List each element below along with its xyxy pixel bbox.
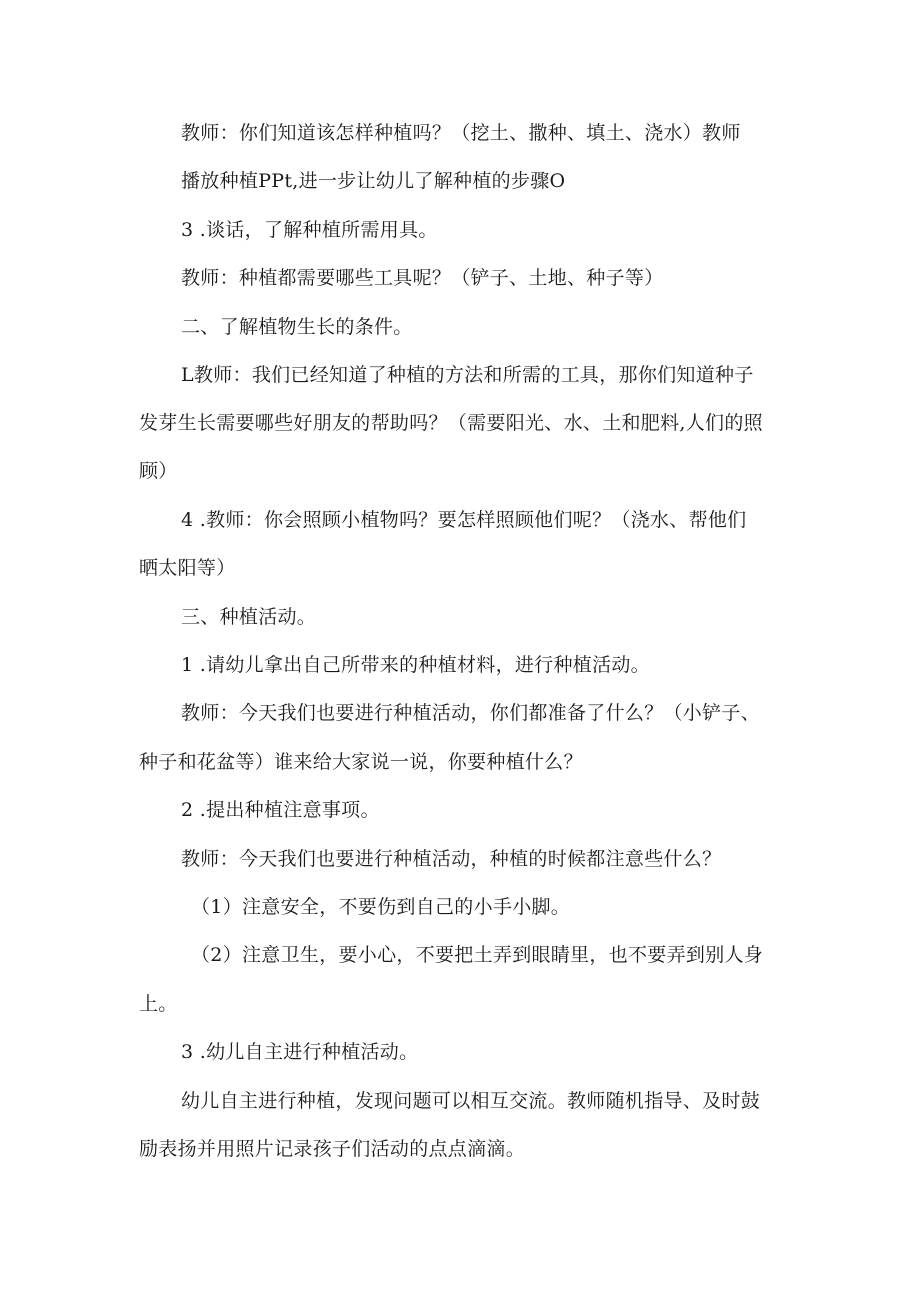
- text-line: 顾）: [139, 460, 178, 482]
- text-line: 3 .幼儿自主进行种植活动。: [181, 1041, 419, 1063]
- text-line: L教师：我们已经知道了种植的方法和所需的工具，那你们知道种子: [181, 364, 754, 386]
- text-line: （2）注意卫生，要小心，不要把土弄到眼睛里，也不要弄到别人身: [191, 944, 764, 966]
- text-line: 发芽生长需要哪些好朋友的帮助吗？（需要阳光、水、土和肥料,人们的照: [139, 412, 763, 434]
- text-line: 1 .请幼儿拿出自己所带来的种植材料，进行种植活动。: [181, 654, 650, 676]
- text-line: 2 .提出种植注意事项。: [181, 799, 380, 821]
- text-line: 教师：今天我们也要进行种植活动，你们都准备了什么？（小铲子、: [181, 702, 761, 724]
- text-line: 二、了解植物生长的条件。: [181, 316, 413, 338]
- text-line: 4 .教师：你会照顾小植物吗？要怎样照顾他们呢？（浇水、帮他们: [181, 509, 747, 531]
- text-line: 3 .谈话，了解种植所需用具。: [181, 219, 438, 241]
- text-line: 种子和花盆等）谁来给大家说一说，你要种植什么？: [139, 751, 583, 773]
- text-line: 上。: [139, 993, 178, 1015]
- text-line: 播放种植PPt,进一步让幼儿了解种植的步骤O: [181, 170, 566, 192]
- text-line: 晒太阳等）: [139, 557, 236, 579]
- text-line: 教师：今天我们也要进行种植活动，种植的时候都注意些什么？: [181, 848, 722, 870]
- text-line: （1）注意安全，不要伤到自己的小手小脚。: [191, 896, 571, 918]
- text-line: 三、种植活动。: [181, 606, 317, 628]
- text-line: 教师：种植都需要哪些工具呢？（铲子、土地、种子等）: [181, 267, 664, 289]
- text-line: 幼儿自主进行种植，发现问题可以相互交流。教师随机指导、及时鼓: [181, 1090, 761, 1112]
- text-line: 教师：你们知道该怎样种植吗？（挖土、撒种、填土、浇水）教师: [181, 122, 741, 144]
- text-line: 励表扬并用照片记录孩子们活动的点点滴滴。: [139, 1138, 526, 1160]
